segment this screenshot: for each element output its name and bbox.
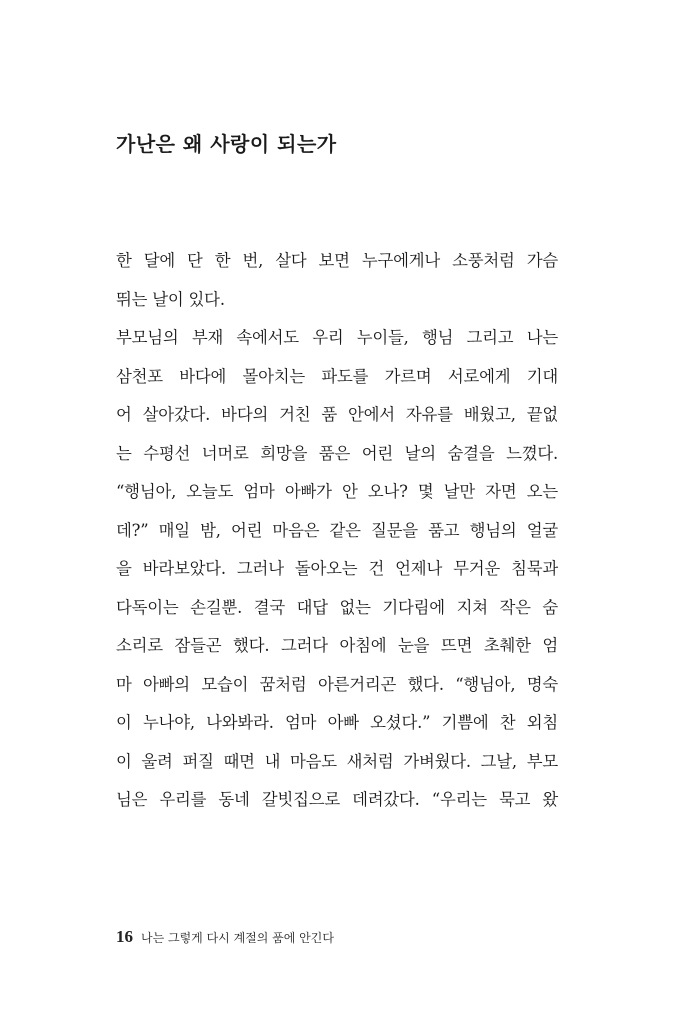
text-line: 이 울려 퍼질 때면 내 마음도 새처럼 가벼웠다. 그날, 부모: [116, 751, 558, 771]
text-line: 님은 우리를 동네 갈빗집으로 데려갔다. “우리는 묵고 왔: [116, 790, 558, 809]
text-line: 을 바라보았다. 그러나 돌아오는 건 언제나 무거운 침묵과: [116, 559, 558, 578]
page-footer: [116, 927, 334, 947]
text-line: 데?” 매일 밤, 어린 마음은 같은 질문을 품고 행님의 얼굴: [116, 520, 558, 540]
text-line: 는 수평선 너머로 희망을 품은 어린 날의 숨결을 느꼈다.: [116, 443, 558, 463]
text-line: 삼천포 바다에 몰아치는 파도를 가르며 서로에게 기대: [116, 366, 558, 386]
chapter-title: 가난은 왜 사랑이 되는가: [116, 132, 337, 156]
text-line: 부모님의 부재 속에서도 우리 누이들, 행님 그리고 나는: [116, 328, 558, 347]
text-line: “행님아, 오늘도 엄마 아빠가 안 오나? 몇 날만 자면 오는: [116, 482, 558, 501]
text-line: 이 누나야, 나와봐라. 엄마 아빠 오셨다.” 기쁨에 찬 외침: [116, 713, 558, 732]
running-book-title: 나는 그렇게 다시 계절의 품에 안긴다: [141, 931, 334, 945]
text-line: 어 살아갔다. 바다의 거친 품 안에서 자유를 배웠고, 끝없: [116, 405, 558, 424]
page-number: 16: [116, 927, 133, 946]
text-line: 소리로 잠들곤 했다. 그러다 아침에 눈을 뜨면 초췌한 엄: [116, 636, 558, 655]
text-line: 뛰는 날이 있다.: [116, 289, 225, 309]
text-line: 한 달에 단 한 번, 살다 보면 누구에게나 소풍처럼 가슴: [116, 251, 558, 270]
text-line: 다독이는 손길뿐. 결국 대답 없는 기다림에 지쳐 작은 숨: [116, 597, 558, 617]
body-text: [116, 242, 558, 820]
text-line: 마 아빠의 모습이 꿈처럼 아른거리곤 했다. “행님아, 명숙: [116, 674, 558, 694]
